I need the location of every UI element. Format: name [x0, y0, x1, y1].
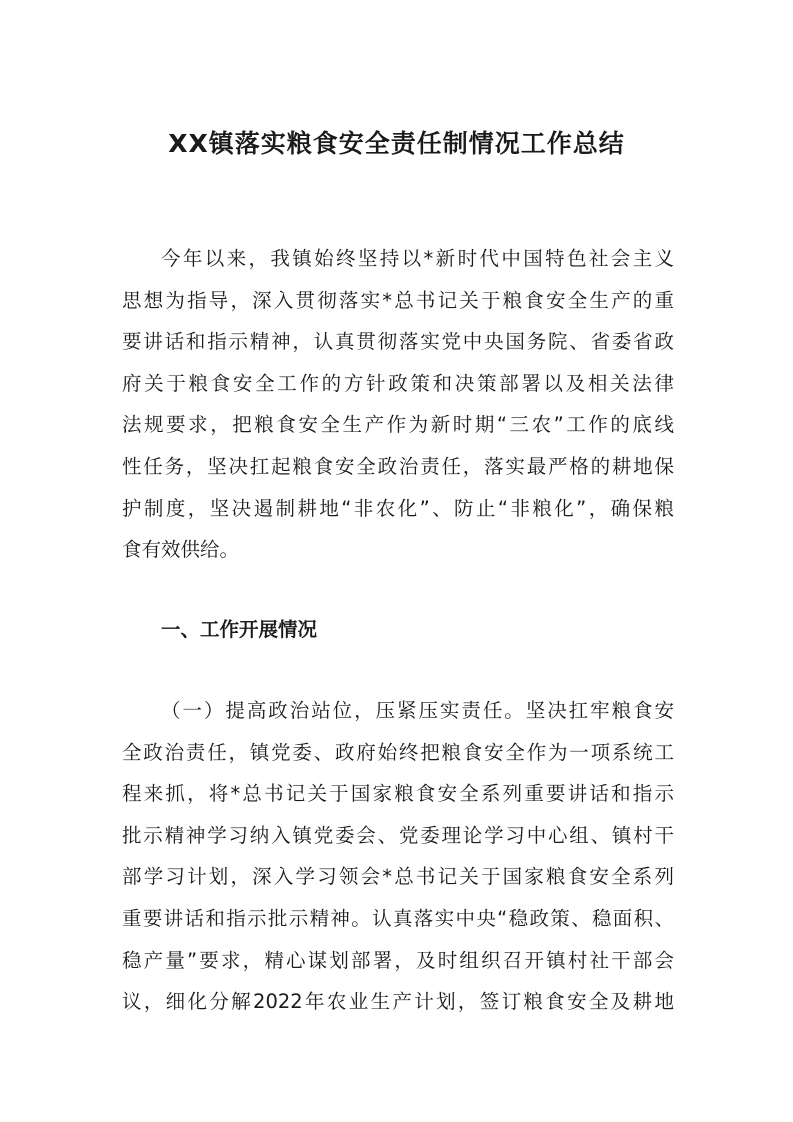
- paragraph-line: 法规要求，把粮食安全生产作为新时期“三农”工作的底线: [122, 413, 674, 437]
- section-heading: 一、工作开展情况: [161, 618, 318, 641]
- paragraph-line: 议，细化分解2022年农业生产计划，签订粮食安全及耕地: [122, 990, 674, 1014]
- paragraph-line: 今年以来，我镇始终坚持以*新时代中国特色社会主义: [161, 247, 674, 270]
- paragraph-line: 要讲话和指示精神，认真贯彻落实党中央国务院、省委省政: [122, 330, 674, 354]
- paragraph-line: 思想为指导，深入贯彻落实*总书记关于粮食安全生产的重: [122, 288, 674, 312]
- paragraph-line: 府关于粮食安全工作的方针政策和决策部署以及相关法律: [122, 371, 674, 395]
- document-title: XX镇落实粮食安全责任制情况工作总结: [168, 129, 625, 158]
- paragraph-line: 性任务，坚决扛起粮食安全政治责任，落实最严格的耕地保: [122, 454, 674, 478]
- paragraph-line: 护制度，坚决遏制耕地“非农化”、防止“非粮化”，确保粮: [122, 496, 674, 520]
- section1-paragraph: [122, 690, 674, 1023]
- paragraph-line: 程来抓，将*总书记关于国家粮食安全系列重要讲话和指示: [122, 782, 674, 806]
- paragraph-line: 部学习计划，深入学习领会*总书记关于国家粮食安全系列: [122, 865, 674, 889]
- paragraph-line: 稳产量”要求，精心谋划部署，及时组织召开镇村社干部会: [122, 948, 674, 972]
- paragraph-line: 批示精神学习纳入镇党委会、党委理论学习中心组、镇村干: [122, 823, 674, 847]
- intro-paragraph: [122, 238, 674, 571]
- paragraph-line: 食有效供给。: [122, 538, 240, 562]
- paragraph-line: （一）提高政治站位，压紧压实责任。坚决扛牢粮食安: [161, 699, 674, 722]
- paragraph-line: 全政治责任，镇党委、政府始终把粮食安全作为一项系统工: [122, 740, 674, 764]
- paragraph-line: 重要讲话和指示批示精神。认真落实中央“稳政策、稳面积、: [122, 906, 674, 930]
